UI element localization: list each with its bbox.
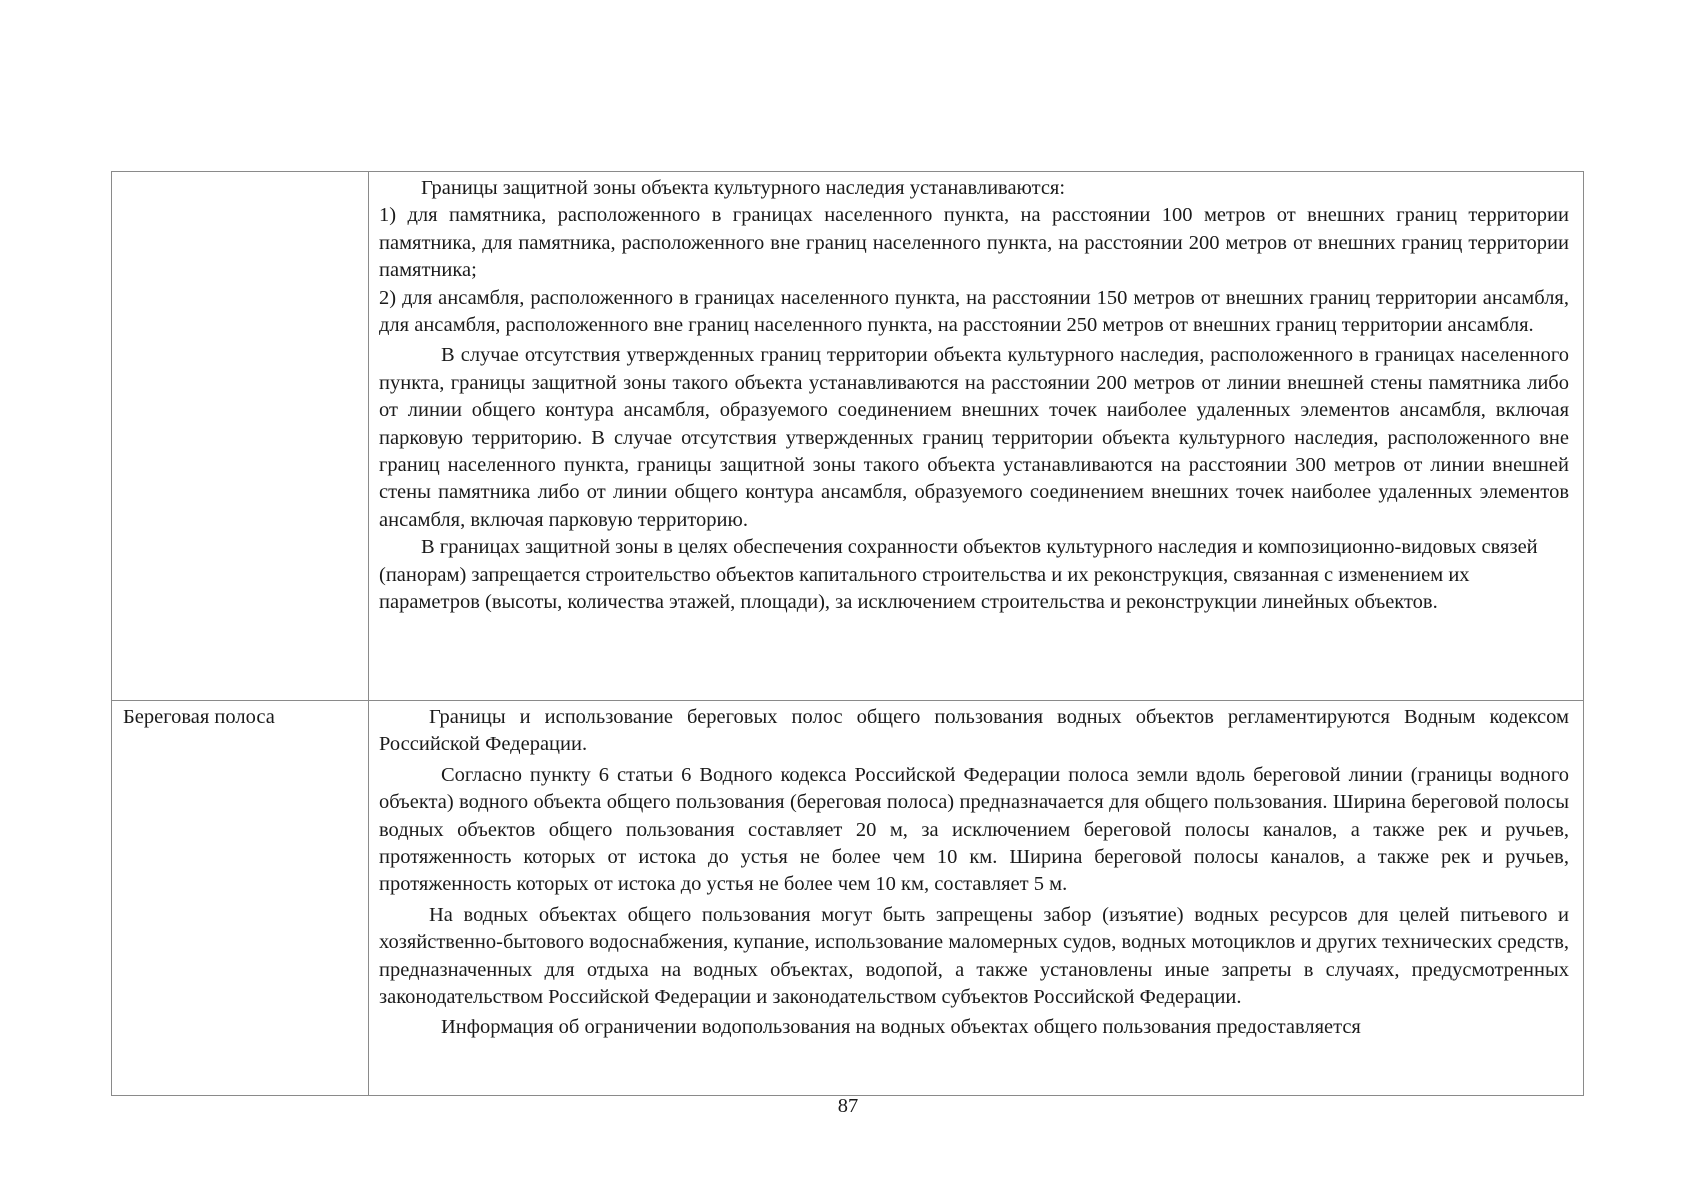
paragraph: 2) для ансамбля, расположенного в границах населенного пункта, на расстоянии 150 метров от внешних границ территории ансамбля, для ансамбля, расположенного вне границ населенного пункта, на расстоянии 250 метров от внешних границ территории ансамбля. xyxy=(379,286,1569,337)
table-cell-label xyxy=(112,701,369,1096)
paragraph: 1) для памятника, расположенного в границах населенного пункта, на расстоянии 100 метров от внешних границ территории памятника, для памятника, расположенного вне границ населенного пункта, на расстоянии 200 метров от внешних границ территории памятника; xyxy=(379,204,1569,282)
paragraph: Границы защитной зоны объекта культурного наследия устанавливаются: xyxy=(421,177,1066,199)
paragraph: Согласно пункту 6 статьи 6 Водного кодекса Российской Федерации полоса земли вдоль береговой линии (границы водного объекта) водного объекта общего пользования (береговая полоса) предназначается для общего пользования. Ширина береговой полосы водных объектов общего пользования составляет 20 м, за исключением береговой полосы каналов, а также рек и ручьев, протяженность которых от истока до устья не более чем 10 км. Ширина береговой полосы каналов, а также рек и ручьев, протяженность которых от истока до устья не более чем 10 км, составляет 5 м. xyxy=(379,763,1569,896)
table-cell-content xyxy=(369,701,1584,1096)
table-cell-content xyxy=(369,172,1584,701)
page-number: 87 xyxy=(837,1095,859,1117)
table-row xyxy=(112,701,1584,1096)
regulations-table xyxy=(111,171,1584,1096)
paragraph: Границы и использование береговых полос общего пользования водных объектов регламентируются Водным кодексом Российской Федерации. xyxy=(379,706,1569,756)
table-row xyxy=(112,172,1584,701)
paragraph: Информация об ограничении водопользования на водных объектах общего пользования предоставляется xyxy=(441,1016,1361,1039)
table-cell-label xyxy=(112,172,369,701)
paragraph: В случае отсутствия утвержденных границ территории объекта культурного наследия, расположенного в границах населенного пункта, границы защитной зоны такого объекта устанавливаются на расстоянии 200 метров от линии внешней стены памятника либо от линии общего контура ансамбля, образуемого соединением внешних точек наиболее удаленных элементов ансамбля, включая парковую территорию. В случае отсутствия утвержденных границ территории объекта культурного наследия, расположенного вне границ населенного пункта, границы защитной зоны такого объекта устанавливаются на расстоянии 300 метров от линии внешней стены памятника либо от линии общего контура ансамбля, образуемого соединением внешних точек наиболее удаленных элементов ансамбля, включая парковую территорию. xyxy=(379,344,1569,531)
paragraph: На водных объектах общего пользования могут быть запрещены забор (изъятие) водных ресурсов для целей питьевого и хозяйственно-бытового водоснабжения, купание, использование маломерных судов, водных мотоциклов и других технических средств, предназначенных для отдыха на водных объектах, водопой, а также установлены иные запреты в случаях, предусмотренных законодательством Российской Федерации и законодательством субъектов Российской Федерации. xyxy=(379,903,1569,1009)
row-label: Береговая полоса xyxy=(123,706,275,728)
paragraph: В границах защитной зоны в целях обеспечения сохранности объектов культурного наследия и композиционно-видовых связей (панорам) запрещается строительство объектов капитального строительства и их реконструкция, связанная с изменением их параметров (высоты, количества этажей, площади), за исключением строительства и реконструкции линейных объектов. xyxy=(379,536,1538,614)
